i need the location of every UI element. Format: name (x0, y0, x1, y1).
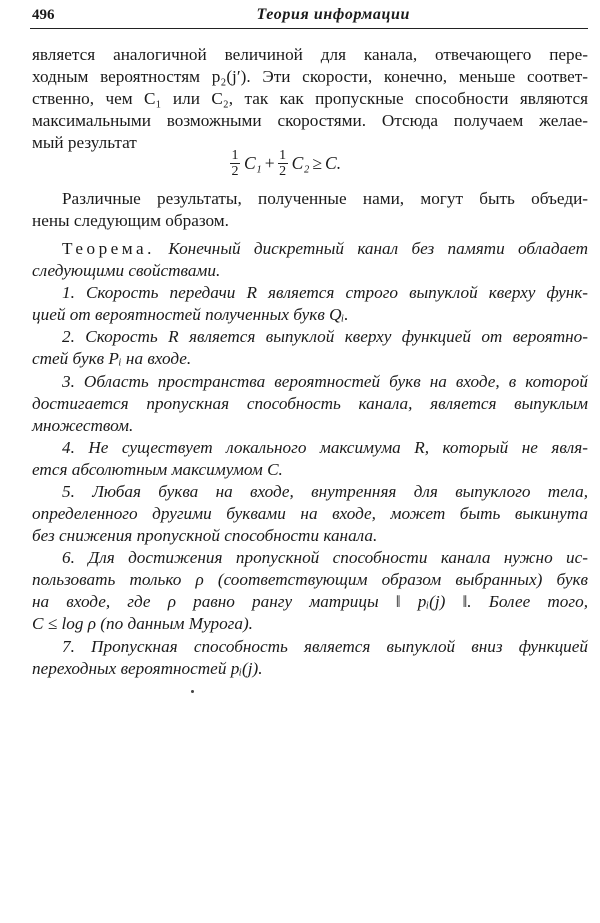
text-line: множеством. (32, 416, 134, 435)
theorem-label: Теорема. (62, 239, 155, 258)
fraction-half-2: $\frac{1}{2}$ (279, 147, 287, 179)
text-line: на входе, где ρ равно рангу матрицы ‖ pᵢ(j) ‖. Более того, (32, 592, 588, 611)
text-line: максимальными возможными скоростями. Отсюда получаем желае- (32, 111, 588, 130)
formula-plus: + (264, 152, 275, 173)
theorem-item-4: 4. Не существует локального максимума R, который не явля- (62, 438, 588, 457)
text-line: мый результат (32, 133, 137, 152)
formula-term-c2: C₂ (291, 152, 310, 173)
text-line: определенного другими буквами на входе, может быть выкинута (32, 504, 588, 523)
text-line: C ≤ log ρ (по данным Мурога). (32, 614, 253, 633)
theorem-item-6: 6. Для достижения пропускной способности канала нужно ис- (62, 548, 588, 567)
text-line: пользовать только ρ (соответствующим образом выбранных) букв (32, 570, 588, 589)
page-header (30, 4, 588, 29)
text-line: следующими свойствами. (32, 261, 221, 280)
running-title: Теория информации (256, 6, 410, 23)
theorem-item-3: 3. Область пространства вероятностей букв на входе, в которой (62, 372, 588, 391)
text-line: Различные результаты, полученные нами, могут быть объеди- (62, 189, 588, 208)
theorem-item-2: 2. Скорость R является выпуклой кверху функцией от вероятно- (62, 327, 588, 346)
theorem-item-5: 5. Любая буква на входе, внутренняя для выпуклого тела, (62, 482, 588, 501)
theorem-item-1: 1. Скорость передачи R является строго выпуклой кверху функ- (62, 283, 588, 302)
text-line: является аналогичной величиной для канала, отвечающего пере- (32, 45, 588, 64)
text-line: без снижения пропускной способности канала. (32, 526, 378, 545)
theorem-item-7: 7. Пропускная способность является выпуклой вниз функцией (62, 637, 588, 656)
formula-rhs: C. (325, 152, 342, 173)
text-line: ственно, чем C₁ или C₂, так как пропускные способности являются (32, 89, 588, 108)
text-line: нены следующим образом. (32, 211, 229, 230)
text-line: ходным вероятностям p₂(j′). Эти скорости, конечно, меньше соответ- (32, 67, 588, 86)
formula-term-c1: C₁ (244, 152, 262, 173)
text-line: цией от вероятностей полученных букв Qᵢ. (32, 305, 349, 324)
formula-relation: ≥ (312, 152, 323, 173)
text-line: стей букв Pᵢ на входе. (32, 349, 192, 368)
text-line: переходных вероятностей pᵢ(j). (32, 659, 263, 678)
fraction-half: $\frac{1}{2}$ (231, 147, 239, 179)
text-line: достигается пропускная способность канала, является выпуклым (32, 394, 588, 413)
formula (230, 143, 341, 183)
page-number: 496 (32, 7, 55, 23)
print-speck (191, 690, 194, 693)
text-line: ется абсолютным максимумом C. (32, 460, 283, 479)
theorem-heading-line (62, 238, 588, 260)
theorem-intro: Конечный дискретный канал без памяти обладает (168, 239, 588, 258)
